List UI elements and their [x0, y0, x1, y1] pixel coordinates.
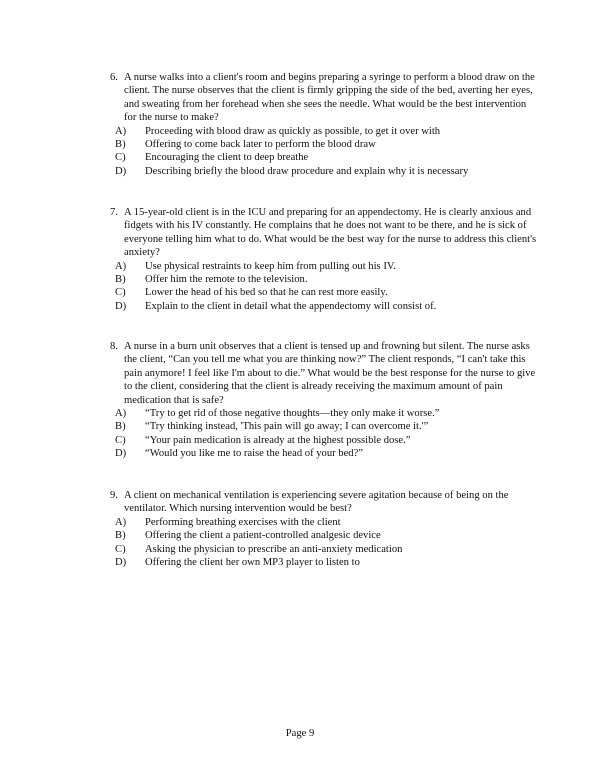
question-number: 9. [110, 490, 118, 501]
option-text: Offer him the remote to the television. [145, 274, 308, 286]
option-text: Explain to the client in detail what the appendectomy will consist of. [145, 300, 437, 312]
option-letter: D) [115, 165, 127, 177]
option-letter: D) [115, 557, 127, 569]
answer-options [115, 125, 540, 179]
option-letter: A) [115, 125, 127, 137]
question-7 [110, 206, 540, 313]
answer-options [115, 407, 540, 461]
answer-option-a [115, 516, 540, 529]
answer-option-c [115, 151, 540, 164]
question-number: 6. [110, 72, 118, 83]
option-text: “Try to get rid of those negative thoughts—they only make it worse.” [145, 408, 440, 420]
answer-option-d [115, 447, 540, 460]
option-text: Offering the client a patient-controlled analgesic device [145, 530, 381, 542]
question-9 [110, 489, 540, 569]
option-letter: B) [115, 530, 126, 542]
option-text: Describing briefly the blood draw procedure and explain why it is necessary [145, 165, 469, 177]
question-text: A nurse in a burn unit observes that a client is tensed up and frowning but silent. The nurse asks the client, “Can you tell me what you are thinking now?” The client responds, “I can't take this pain anymore! I feel like I'm about to die.” What would be the best response for the nurse to give to the client, considering that the client is already receiving the maximum amount of pain medication that is safe? [124, 341, 536, 406]
option-text: Proceeding with blood draw as quickly as possible, to get it over with [145, 125, 441, 137]
option-letter: B) [115, 421, 126, 433]
option-text: Lower the head of his bed so that he can rest more easily. [145, 287, 388, 299]
answer-option-b [115, 529, 540, 542]
answer-option-a [115, 125, 540, 138]
answer-option-c [115, 543, 540, 556]
question-text: A 15-year-old client is in the ICU and preparing for an appendectomy. He is clearly anxious and fidgets with his IV constantly. He complains that he does not want to be there, and he is sick of everyone telling him what to do. What would be the best way for the nurse to address this client's anxiety? [124, 207, 537, 259]
answer-option-b [115, 420, 540, 433]
answer-option-d [115, 556, 540, 569]
option-text: Encouraging the client to deep breathe [145, 152, 309, 164]
option-text: Use physical restraints to keep him from pulling out his IV. [145, 260, 396, 272]
question-6 [110, 71, 540, 178]
answer-option-d [115, 300, 540, 313]
answer-options [115, 516, 540, 570]
option-letter: D) [115, 448, 127, 460]
answer-option-d [115, 165, 540, 178]
answer-option-a [115, 260, 540, 273]
option-text: “Would you like me to raise the head of your bed?” [145, 448, 364, 460]
question-number: 8. [110, 341, 118, 352]
answer-options [115, 260, 540, 314]
option-letter: B) [115, 274, 126, 286]
question-text: A nurse walks into a client's room and begins preparing a syringe to perform a blood draw on the client. The nurse observes that the client is firmly gripping the side of the bed, averting her eyes, and sweating from her forehead when she sees the needle. What would be the best intervention for the nurse to make? [124, 72, 535, 124]
page-number: Page 9 [285, 728, 315, 739]
option-letter: C) [115, 152, 126, 164]
question-stem [110, 71, 540, 125]
answer-option-c [115, 286, 540, 299]
option-letter: A) [115, 516, 127, 528]
option-text: Offering to come back later to perform the blood draw [145, 139, 376, 151]
option-letter: D) [115, 300, 127, 312]
question-stem [110, 206, 540, 260]
question-8 [110, 340, 540, 461]
option-text: “Your pain medication is already at the highest possible dose.” [145, 434, 411, 446]
question-stem [110, 489, 540, 516]
option-letter: A) [115, 408, 127, 420]
answer-option-b [115, 273, 540, 286]
answer-option-b [115, 138, 540, 151]
option-letter: C) [115, 543, 126, 555]
question-text: A client on mechanical ventilation is experiencing severe agitation because of being on the ventilator. Which nursing intervention would be best? [124, 490, 509, 515]
option-letter: A) [115, 260, 127, 272]
option-text: Performing breathing exercises with the client [145, 516, 341, 528]
question-number: 7. [110, 207, 118, 218]
option-text: “Try thinking instead, 'This pain will go away; I can overcome it.'” [145, 421, 429, 433]
option-text: Offering the client her own MP3 player to listen to [145, 557, 360, 569]
option-letter: B) [115, 139, 126, 151]
option-text: Asking the physician to prescribe an anti-anxiety medication [145, 543, 403, 555]
question-stem [110, 340, 540, 407]
option-letter: C) [115, 287, 126, 299]
answer-option-c [115, 434, 540, 447]
answer-option-a [115, 407, 540, 420]
option-letter: C) [115, 434, 126, 446]
